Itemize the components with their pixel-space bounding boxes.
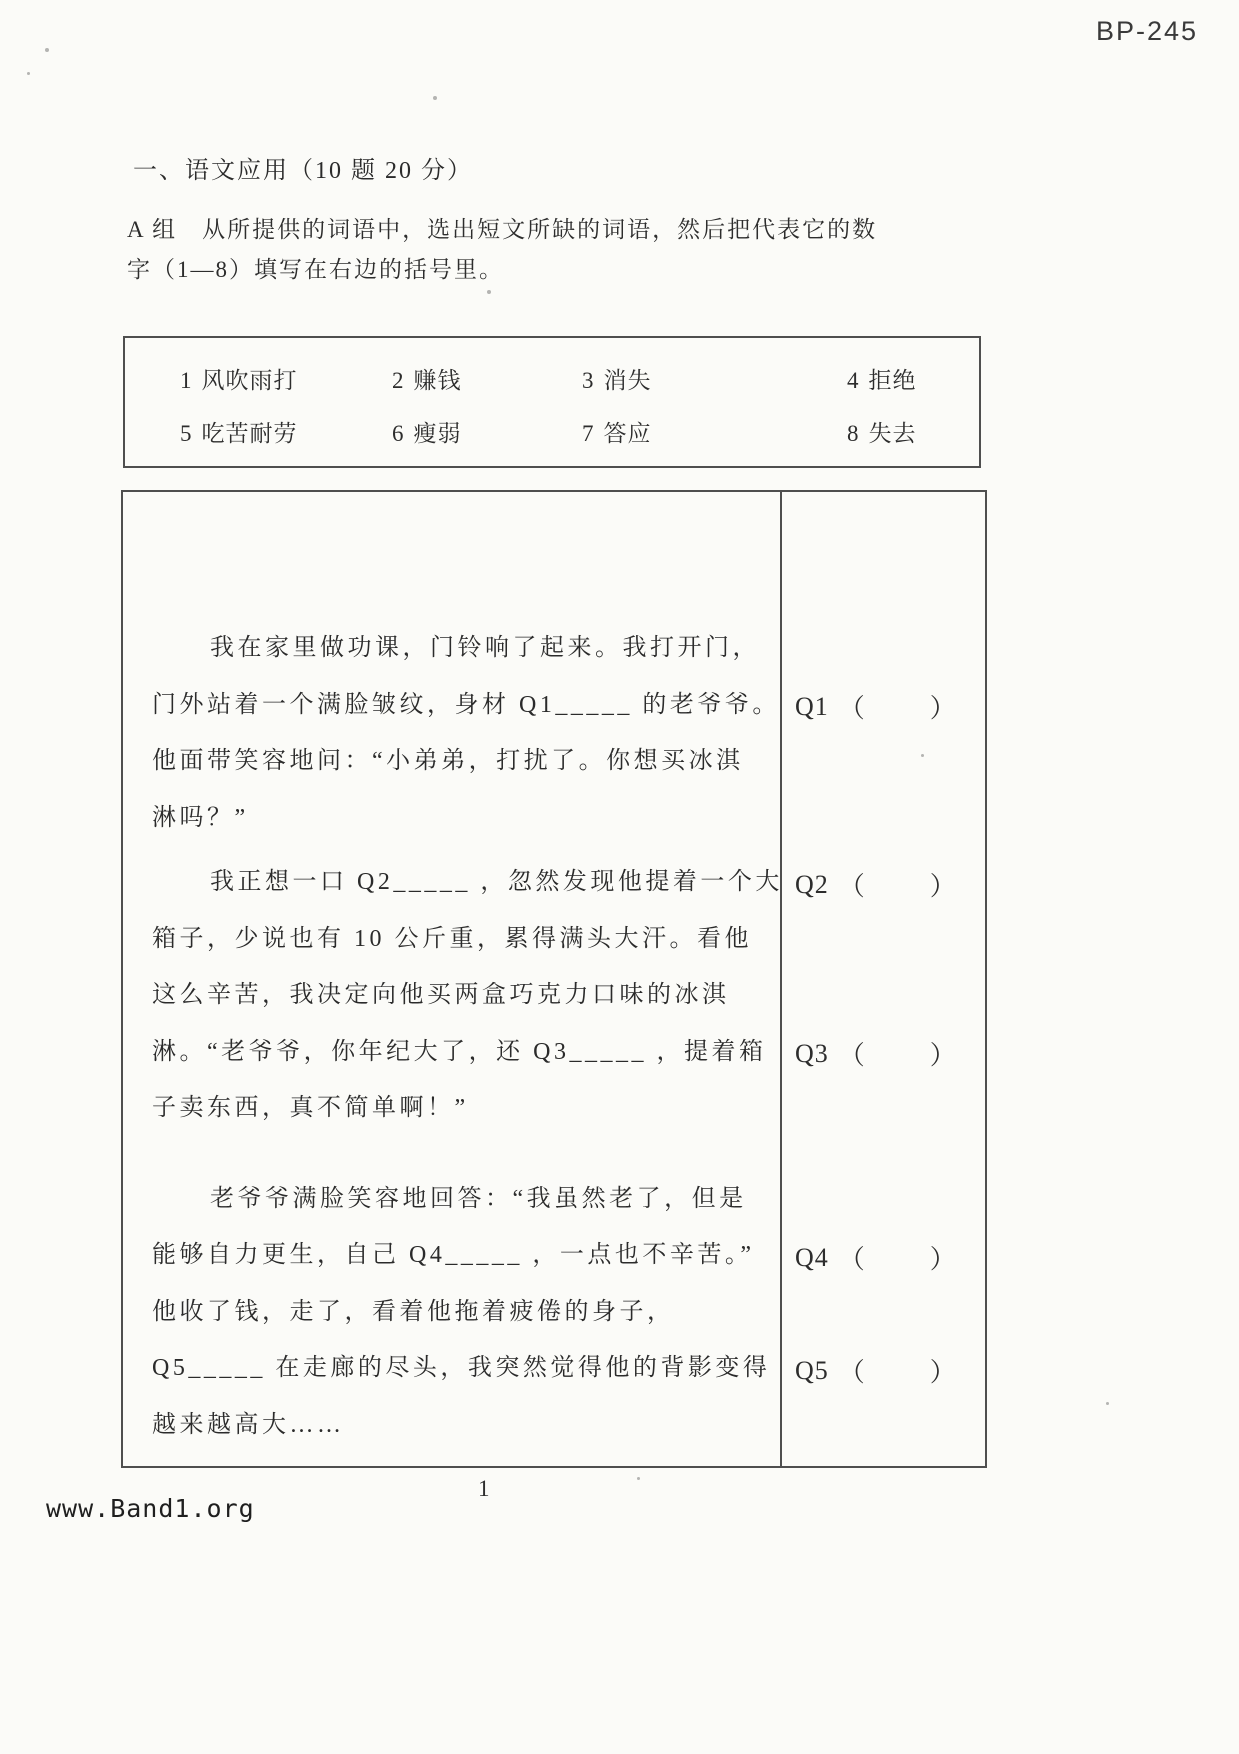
answer-open-paren: （ bbox=[838, 1041, 866, 1070]
answer-slot-q3 bbox=[795, 1035, 957, 1072]
word-option-text: 失去 bbox=[868, 421, 917, 446]
word-option-1 bbox=[180, 362, 392, 395]
scan-speck bbox=[433, 96, 437, 100]
footer-watermark: www.Band1.org bbox=[46, 1494, 255, 1523]
word-option-text: 风吹雨打 bbox=[201, 368, 298, 393]
word-option-text: 吃苦耐劳 bbox=[201, 421, 298, 446]
scan-speck bbox=[921, 754, 924, 757]
passage-line: 越来越高大…… bbox=[152, 1411, 345, 1438]
passage-line: 我正想一口 Q2_____ ，忽然发现他提着一个大 bbox=[210, 869, 783, 895]
word-option-3 bbox=[582, 362, 847, 395]
answer-label: Q2 bbox=[795, 869, 829, 899]
answer-label: Q4 bbox=[795, 1242, 829, 1272]
passage bbox=[152, 492, 783, 1453]
word-option-5 bbox=[180, 415, 392, 448]
word-option-text: 拒绝 bbox=[868, 368, 917, 393]
answer-open-paren: （ bbox=[838, 1245, 866, 1274]
answer-close-paren: ） bbox=[929, 1245, 957, 1274]
word-bank-row bbox=[180, 362, 979, 395]
scan-speck bbox=[487, 290, 491, 294]
passage-line: 能够自力更生，自己 Q4_____ ，一点也不辛苦。” bbox=[152, 1242, 755, 1268]
word-option-4 bbox=[847, 362, 979, 395]
word-option-number: 3 bbox=[582, 368, 595, 393]
answer-close-paren: ） bbox=[929, 1358, 957, 1387]
scan-speck bbox=[45, 48, 49, 52]
word-bank-row bbox=[180, 415, 979, 448]
passage-line: 他收了钱，走了，看着他拖着疲倦的身子， bbox=[152, 1298, 675, 1325]
passage-line: 我在家里做功课，门铃响了起来。我打开门， bbox=[210, 635, 760, 661]
word-option-7 bbox=[582, 415, 847, 448]
scan-speck bbox=[27, 72, 30, 75]
passage-line: 箱子，少说也有 10 公斤重，累得满头大汗。看他 bbox=[152, 925, 752, 952]
word-option-number: 7 bbox=[582, 421, 595, 446]
answer-close-paren: ） bbox=[929, 694, 957, 723]
word-option-text: 答应 bbox=[603, 421, 652, 446]
section-instructions bbox=[127, 210, 1017, 290]
answer-slot-q5 bbox=[795, 1352, 957, 1389]
document-code: BP-245 bbox=[1096, 16, 1199, 46]
word-bank-box bbox=[123, 336, 981, 468]
answer-slot-q4 bbox=[795, 1239, 957, 1276]
passage-line: 门外站着一个满脸皱纹，身材 Q1_____ 的老爷爷。 bbox=[152, 691, 780, 718]
word-option-text: 赚钱 bbox=[413, 368, 462, 393]
page-number: 1 bbox=[478, 1476, 490, 1501]
word-option-number: 8 bbox=[847, 421, 860, 446]
passage-line: 淋吗？” bbox=[152, 804, 249, 831]
passage-line: 淋。“老爷爷，你年纪大了，还 Q3_____ ，提着箱 bbox=[152, 1038, 767, 1065]
answer-label: Q5 bbox=[795, 1355, 829, 1385]
section-heading: 一、语文应用（10 题 20 分） bbox=[133, 158, 473, 184]
answer-label: Q3 bbox=[795, 1038, 829, 1068]
passage-line: 老爷爷满脸笑容地回答：“我虽然老了，但是 bbox=[210, 1185, 747, 1212]
word-option-number: 5 bbox=[180, 421, 193, 446]
instructions-line-1: A 组 从所提供的词语中，选出短文所缺的词语，然后把代表它的数 bbox=[127, 217, 878, 242]
answer-close-paren: ） bbox=[929, 872, 957, 901]
answer-label: Q1 bbox=[795, 691, 829, 721]
word-option-text: 消失 bbox=[603, 368, 652, 393]
answer-close-paren: ） bbox=[929, 1041, 957, 1070]
word-option-2 bbox=[392, 362, 582, 395]
word-option-number: 6 bbox=[392, 421, 405, 446]
word-option-6 bbox=[392, 415, 582, 448]
scan-speck bbox=[637, 1477, 640, 1480]
passage-line: 这么辛苦，我决定向他买两盒巧克力口味的冰淇 bbox=[152, 982, 730, 1008]
word-option-number: 4 bbox=[847, 368, 860, 393]
instructions-line-2: 字（1—8）填写在右边的括号里。 bbox=[127, 257, 504, 282]
passage-box bbox=[121, 490, 987, 1468]
passage-line: Q5_____ 在走廊的尽头，我突然觉得他的背影变得 bbox=[152, 1355, 771, 1381]
answer-slot-q2 bbox=[795, 866, 957, 903]
answer-open-paren: （ bbox=[838, 694, 866, 723]
answer-slot-q1 bbox=[795, 688, 957, 725]
word-option-number: 2 bbox=[392, 368, 405, 393]
word-option-8 bbox=[847, 415, 979, 448]
answer-column-divider bbox=[780, 492, 782, 1466]
passage-line: 他面带笑容地问：“小弟弟，打扰了。你想买冰淇 bbox=[152, 748, 744, 774]
word-option-text: 瘦弱 bbox=[413, 421, 462, 446]
word-option-number: 1 bbox=[180, 368, 193, 393]
answer-open-paren: （ bbox=[838, 1358, 866, 1387]
answer-open-paren: （ bbox=[838, 872, 866, 901]
scan-speck bbox=[1106, 1402, 1109, 1405]
passage-line: 子卖东西，真不简单啊！” bbox=[152, 1095, 469, 1121]
